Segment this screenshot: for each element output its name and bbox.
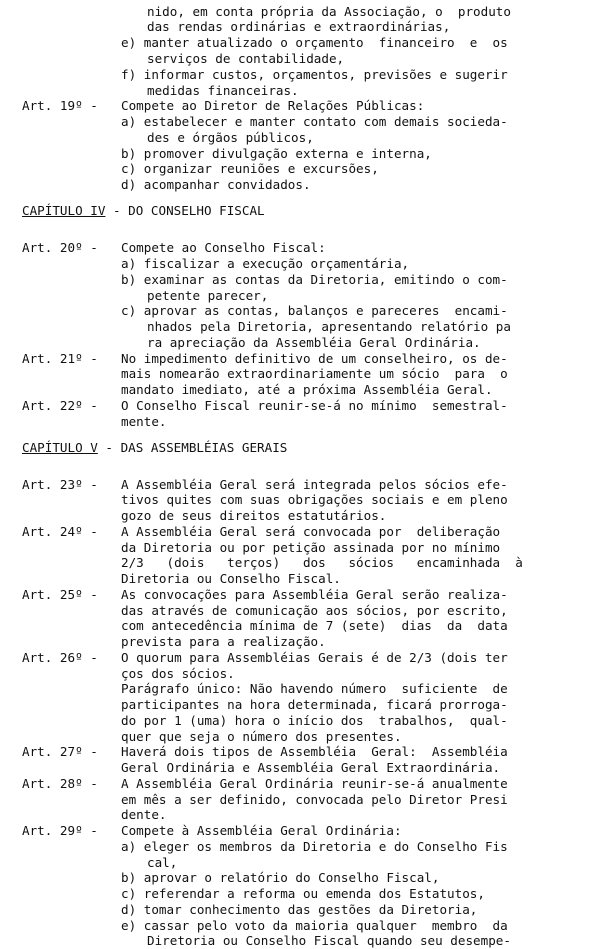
text-line [0,603,600,619]
article-line [0,587,600,603]
text-line [0,697,600,713]
chapter-label: CAPÍTULO IV [22,203,106,218]
line-text: Compete ao Diretor de Relações Públicas: [121,98,425,113]
chapter-heading [0,203,600,219]
text-line [0,713,600,729]
article-number: Art. 25º - [22,587,98,602]
text-line [0,540,600,556]
line-text: b) aprovar o relatório do Conselho Fiscal, [121,870,440,885]
article-number: Art. 23º - [22,477,98,492]
article-line [0,351,600,367]
line-text: a) eleger os membros da Diretoria e do Conselho Fis [121,839,508,854]
article-line [0,744,600,760]
text-line [0,933,600,949]
text-line [0,571,600,587]
text-line [0,508,600,524]
text-line [0,902,600,918]
text-line [0,918,600,934]
line-text: Diretoria ou Conselho Fiscal. [121,571,341,586]
line-text: prevista para a realização. [121,634,326,649]
line-text: serviços de contabilidade, [147,51,345,66]
line-text: mandato imediato, até a próxima Assembléia Geral. [121,382,493,397]
line-text: Compete ao Conselho Fiscal: [121,240,326,255]
text-line [0,4,600,20]
chapter-title: - DAS ASSEMBLÉIAS GERAIS [97,440,288,455]
text-line [0,146,600,162]
text-line [0,760,600,776]
line-text: tivos quites com suas obrigações sociais e em pleno [121,492,508,507]
text-line [0,130,600,146]
text-line [0,807,600,823]
line-text: d) acompanhar convidados. [121,177,311,192]
article-line [0,477,600,493]
text-line [0,67,600,83]
text-line [0,855,600,871]
text-line [0,114,600,130]
line-text: No impedimento definitivo de um conselheiro, os de- [121,351,508,366]
text-line [0,792,600,808]
article-number: Art. 26º - [22,650,98,665]
text-line [0,256,600,272]
text-line [0,177,600,193]
text-line [0,335,600,351]
line-text: do por 1 (uma) hora o início dos trabalhos, qual- [121,713,508,728]
article-line [0,240,600,256]
line-text: d) tomar conhecimento das gestões da Diretoria, [121,902,478,917]
line-text: petente parecer, [147,288,269,303]
line-text: em mês a ser definido, convocada pelo Diretor Presi [121,792,508,807]
line-text: b) examinar as contas da Diretoria, emitindo o com- [121,272,508,287]
article-line [0,398,600,414]
article-number: Art. 28º - [22,776,98,791]
line-text: das através de comunicação aos sócios, por escrito, [121,603,508,618]
article-line [0,524,600,540]
chapter-heading [0,440,600,456]
article-line [0,823,600,839]
line-text: e) cassar pelo voto da maioria qualquer membro da [121,918,508,933]
text-line [0,870,600,886]
text-line [0,555,600,571]
line-text: des e órgãos públicos, [147,130,314,145]
line-text: f) informar custos, orçamentos, previsões e sugerir [121,67,508,82]
text-line [0,414,600,430]
line-text: c) organizar reuniões e excursões, [121,161,379,176]
line-text: nhados pela Diretoria, apresentando relatório pa [147,319,511,334]
text-line [0,886,600,902]
line-text: A Assembléia Geral será convocada por deliberação [121,524,501,539]
line-text: cal, [147,855,178,870]
text-line [0,382,600,398]
line-text: O quorum para Assembléias Gerais é de 2/3 (dois ter [121,650,508,665]
line-text: dente. [121,807,167,822]
line-text: a) estabelecer e manter contato com demais socieda- [121,114,508,129]
line-text: com antecedência mínima de 7 (sete) dias da data [121,618,508,633]
line-text: Diretoria ou Conselho Fiscal quando seu desempe- [147,933,511,948]
chapter-label: CAPÍTULO V [22,440,98,455]
text-line [0,319,600,335]
line-text: Haverá dois tipos de Assembléia Geral: Assembléia [121,744,508,759]
text-line [0,634,600,650]
line-text: a) fiscalizar a execução orçamentária, [121,256,410,271]
article-number: Art. 22º - [22,398,98,413]
text-line [0,288,600,304]
line-text: e) manter atualizado o orçamento financeiro e os [121,35,508,50]
line-text: participantes na hora determinada, ficará prorroga- [121,697,508,712]
line-text: O Conselho Fiscal reunir-se-á no mínimo semestral- [121,398,508,413]
line-text: medidas financeiras. [147,83,299,98]
article-number: Art. 20º - [22,240,98,255]
article-number: Art. 29º - [22,823,98,838]
article-line [0,776,600,792]
text-line [0,366,600,382]
line-text: Geral Ordinária e Assembléia Geral Extraordinária. [121,760,501,775]
text-line [0,161,600,177]
text-line [0,35,600,51]
line-text: 2/3 (dois terços) dos sócios encaminhada à [121,555,523,570]
article-line [0,98,600,114]
line-text: da Diretoria ou por petição assinada por no mínimo [121,540,501,555]
text-line [0,729,600,745]
text-line [0,19,600,35]
article-number: Art. 19º - [22,98,98,113]
line-text: b) promover divulgação externa e interna, [121,146,432,161]
line-text: Compete à Assembléia Geral Ordinária: [121,823,402,838]
text-line [0,839,600,855]
line-text: quer que seja o número dos presentes. [121,729,402,744]
line-text: mente. [121,414,167,429]
line-text: ra apreciação da Assembléia Geral Ordinária. [147,335,481,350]
text-line [0,51,600,67]
text-line [0,492,600,508]
line-text: c) aprovar as contas, balanços e pareceres encami- [121,303,508,318]
line-text: A Assembléia Geral Ordinária reunir-se-á anualmente [121,776,508,791]
line-text: A Assembléia Geral será integrada pelos sócios efe- [121,477,508,492]
line-text: das rendas ordinárias e extraordinárias, [147,19,451,34]
chapter-title: - DO CONSELHO FISCAL [105,203,265,218]
line-text: mais nomearão extraordinariamente um sócio para o [121,366,508,381]
line-text: c) referendar a reforma ou emenda dos Estatutos, [121,886,485,901]
text-line [0,681,600,697]
article-number: Art. 24º - [22,524,98,539]
article-number: Art. 21º - [22,351,98,366]
line-text: ços dos sócios. [121,666,235,681]
article-line [0,650,600,666]
line-text: gozo de seus direitos estatutários. [121,508,387,523]
text-line [0,272,600,288]
article-number: Art. 27º - [22,744,98,759]
text-line [0,83,600,99]
line-text: As convocações para Assembléia Geral serão realiza- [121,587,508,602]
line-text: Parágrafo único: Não havendo número suficiente de [121,681,508,696]
text-line [0,618,600,634]
text-line [0,666,600,682]
text-line [0,303,600,319]
line-text: nido, em conta própria da Associação, o produto [147,4,511,19]
